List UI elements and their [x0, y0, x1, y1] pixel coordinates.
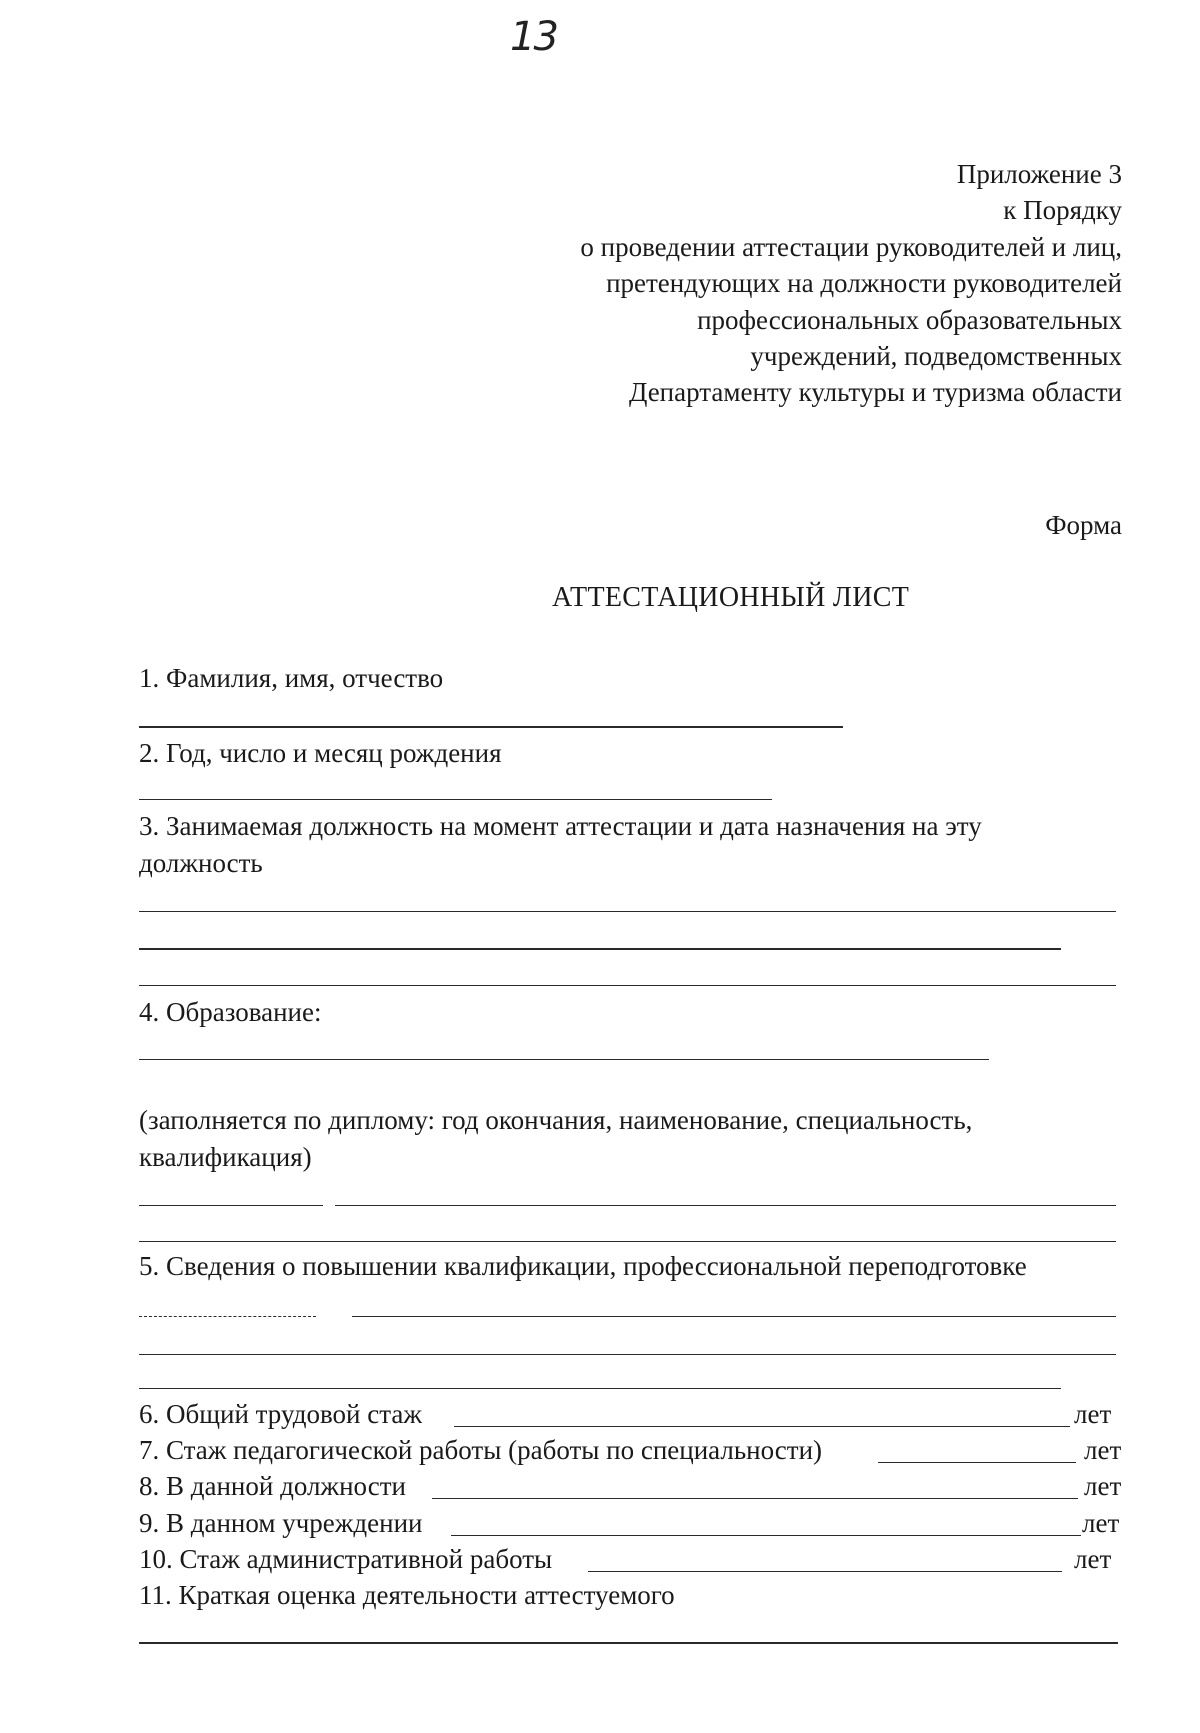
item-1-label: 1. Фамилия, имя, отчество: [139, 663, 444, 693]
header-line-appendix: Приложение 3: [956, 159, 1122, 189]
header-line-3: о проведении аттестации руководителей и лиц,: [580, 231, 1122, 262]
page-number: 13: [510, 14, 557, 60]
item-11-fill-line[interactable]: [139, 1642, 1118, 1644]
item-3-fill-line-1[interactable]: [139, 911, 1116, 912]
item-5-fill-line-1b[interactable]: [352, 1316, 1116, 1317]
item-3-label-cont: должность: [139, 848, 263, 878]
item-10-label: 10. Стаж административной работы: [139, 1544, 553, 1574]
item-2-label: 2. Год, число и месяц рождения: [139, 738, 502, 768]
item-4-fill-line[interactable]: [139, 1059, 989, 1060]
header-line-7: Департаменту культуры и туризма области: [628, 377, 1122, 408]
item-10-fill-line[interactable]: [588, 1571, 1062, 1572]
item-6-unit: лет: [1074, 1399, 1112, 1429]
item-5-fill-line-2[interactable]: [139, 1354, 1116, 1355]
item-3-label: 3. Занимаемая должность на момент аттестации и дата назначения на эту: [139, 811, 982, 841]
header-line-order: к Порядку: [1003, 195, 1122, 226]
item-7-label: 7. Стаж педагогической работы (работы по специальности): [139, 1435, 823, 1465]
item-7-fill-line[interactable]: [878, 1462, 1076, 1463]
item-6-fill-line[interactable]: [454, 1426, 1070, 1427]
item-3-fill-line-3[interactable]: [139, 985, 1116, 986]
item-3-fill-line-2[interactable]: [139, 948, 1061, 950]
item-2-fill-line[interactable]: [139, 799, 772, 800]
item-5-fill-line-3[interactable]: [139, 1388, 1061, 1389]
header-line-5: профессиональных образовательных: [697, 304, 1122, 335]
item-4-fill-line-2[interactable]: [139, 1241, 1116, 1242]
item-11-label: 11. Краткая оценка деятельности аттестуемого: [139, 1580, 675, 1610]
item-4-label: 4. Образование:: [139, 997, 322, 1027]
item-4-note: (заполняется по диплому: год окончания, наименование, специальность,: [139, 1105, 973, 1135]
header-line-6: учреждений, подведомственных: [750, 341, 1122, 372]
item-5-label: 5. Сведения о повышении квалификации, профессиональной переподготовке: [139, 1251, 1027, 1281]
item-1-fill-line[interactable]: [139, 726, 843, 728]
item-8-fill-line[interactable]: [432, 1498, 1078, 1499]
item-4-note-cont: квалификация): [139, 1142, 312, 1172]
item-7-unit: лет: [1084, 1435, 1122, 1465]
form-label: Форма: [1045, 510, 1122, 540]
item-6-label: 6. Общий трудовой стаж: [139, 1399, 422, 1429]
item-9-unit: лет: [1082, 1508, 1120, 1538]
document-title: АТТЕСТАЦИОННЫЙ ЛИСТ: [552, 582, 910, 613]
header-line-4: претендующих на должности руководителей: [606, 268, 1122, 299]
item-10-unit: лет: [1074, 1544, 1112, 1574]
item-9-label: 9. В данном учреждении: [139, 1508, 423, 1538]
appendix-header: [422, 156, 1122, 411]
item-4-fill-line-1a[interactable]: [139, 1205, 323, 1206]
item-4-fill-line-1b[interactable]: [335, 1205, 1116, 1206]
item-8-label: 8. В данной должности: [139, 1471, 406, 1501]
item-9-fill-line[interactable]: [451, 1535, 1081, 1536]
item-5-fill-line-1a[interactable]: [139, 1316, 316, 1317]
item-8-unit: лет: [1084, 1471, 1122, 1501]
